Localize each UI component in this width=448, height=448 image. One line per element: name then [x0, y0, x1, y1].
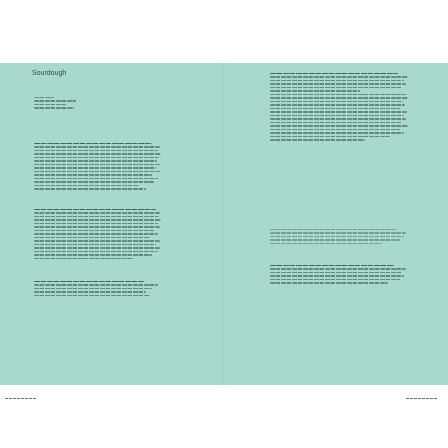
left-footer-rule	[5, 398, 37, 399]
right-paragraph-2	[270, 229, 410, 246]
right-paragraph-3	[270, 265, 410, 286]
running-head: Sourdough	[32, 70, 67, 77]
right-footer-rule	[406, 398, 438, 399]
left-paragraph-2	[34, 209, 162, 261]
right-paragraph-1	[270, 73, 410, 143]
book-gutter	[223, 63, 225, 385]
left-meta-block	[34, 97, 94, 111]
left-paragraph-3	[34, 281, 162, 298]
book-spread	[0, 63, 448, 385]
left-paragraph-1	[34, 143, 162, 192]
